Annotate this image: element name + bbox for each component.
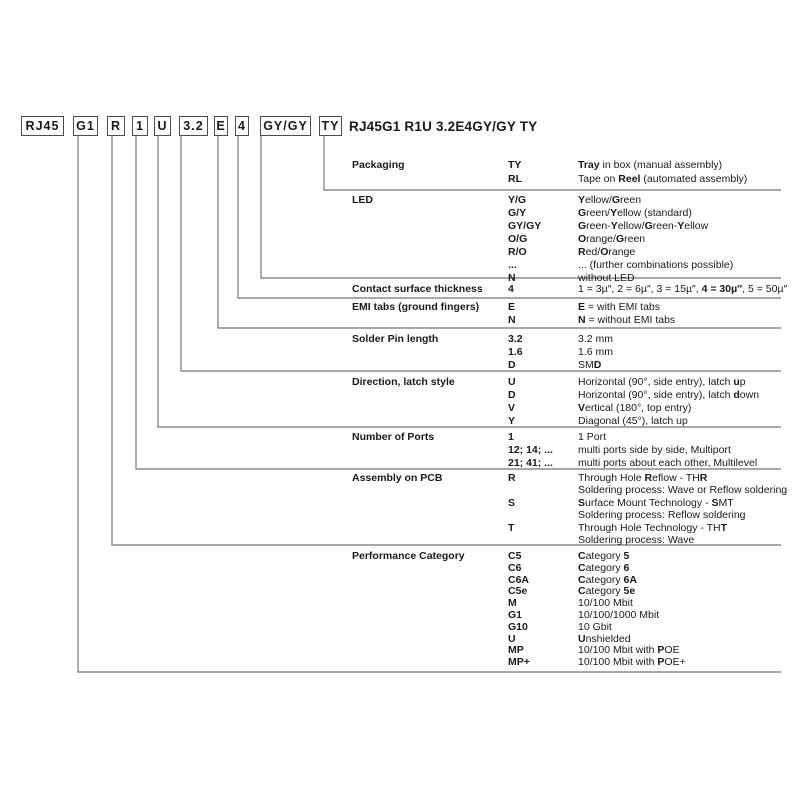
- table-row: [508, 657, 686, 668]
- row-description: Green-Yellow/Green-Yellow: [578, 220, 709, 232]
- row-description: Category 6: [578, 561, 630, 574]
- table-row: [508, 360, 601, 371]
- table-row: [508, 473, 707, 484]
- table-row: [508, 195, 641, 206]
- row-description: SMD: [578, 359, 602, 371]
- table-row: [508, 634, 631, 645]
- part-box-3-2: 3.2: [179, 116, 208, 136]
- row-description: Orange/Green: [578, 233, 646, 245]
- table-row: [508, 234, 645, 245]
- row-code: G/Y: [508, 207, 527, 219]
- section-label-emi-tabs-ground-fingers: EMI tabs (ground fingers): [352, 301, 480, 313]
- row-description: Category 5: [578, 550, 630, 562]
- row-code: R: [508, 472, 516, 484]
- row-description: Yellow/Green: [578, 194, 642, 206]
- row-description: 10 Gbit: [578, 620, 612, 633]
- row-code: 4: [508, 283, 514, 295]
- row-code: C6: [508, 561, 522, 574]
- row-code: G1: [508, 609, 523, 621]
- part-box-rj45: RJ45: [21, 116, 64, 136]
- section-label-direction-latch-style: Direction, latch style: [352, 376, 455, 388]
- table-row: [508, 377, 746, 388]
- row-description: Green/Yellow (standard): [578, 207, 692, 219]
- table-row: [508, 260, 733, 271]
- row-description: Red/Orange: [578, 246, 636, 258]
- row-description: 1.6 mm: [578, 346, 614, 358]
- part-box-r: R: [107, 116, 125, 136]
- section-label-number-of-ports: Number of Ports: [352, 431, 435, 443]
- row-description: E = with EMI tabs: [578, 301, 661, 313]
- table-row: [508, 284, 787, 295]
- row-description: Horizontal (90°, side entry), latch down: [578, 389, 760, 401]
- section-label-performance-category: Performance Category: [352, 550, 465, 562]
- table-row: [508, 347, 613, 358]
- row-description: Surface Mount Technology - SMT: [578, 496, 734, 509]
- part-box-4: 4: [235, 116, 249, 136]
- row-code: V: [508, 402, 516, 414]
- table-row: [508, 510, 746, 521]
- row-description: ... (further combinations possible): [578, 259, 734, 271]
- row-description: Horizontal (90°, side entry), latch up: [578, 376, 746, 388]
- row-description: 1 = 3µ″, 2 = 6µ″, 3 = 15µ″, 4 = 30µ″, 5 = 50µ″: [578, 283, 788, 295]
- row-code: 12; 14; ...: [508, 444, 553, 456]
- table-row: [508, 221, 708, 232]
- row-description: 10/100/1000 Mbit: [578, 609, 660, 621]
- row-code: 1.6: [508, 346, 523, 358]
- connector-line-solder-pin-length: [181, 136, 781, 371]
- row-description: Soldering process: Reflow soldering: [578, 509, 746, 522]
- row-code: U: [508, 632, 516, 645]
- table-row: [508, 302, 660, 313]
- row-code: 1: [508, 431, 514, 443]
- row-description: 10/100 Mbit: [578, 597, 633, 610]
- table-row: [508, 622, 612, 633]
- table-row: [508, 315, 675, 326]
- row-code: E: [508, 301, 516, 313]
- row-code: T: [508, 521, 515, 534]
- table-row: [508, 416, 688, 427]
- row-code: D: [508, 389, 516, 401]
- row-code: N: [508, 272, 516, 284]
- section-label-solder-pin-length: Solder Pin length: [352, 333, 439, 345]
- row-description: Through Hole Reflow - THR: [578, 472, 708, 484]
- table-row: [508, 498, 734, 509]
- table-row: [508, 586, 635, 597]
- row-code: MP+: [508, 656, 530, 669]
- row-code: R/O: [508, 246, 527, 258]
- row-code: 21; 41; ...: [508, 457, 553, 469]
- table-row: [508, 247, 635, 258]
- part-number-title: RJ45G1 R1U 3.2E4GY/GY TY: [349, 119, 538, 134]
- row-description: 10/100 Mbit with POE: [578, 644, 680, 657]
- table-row: [508, 403, 691, 414]
- row-code: S: [508, 496, 516, 509]
- table-row: [508, 485, 787, 496]
- table-row: [508, 575, 637, 586]
- section-label-packaging: Packaging: [352, 159, 405, 171]
- row-description: Category 6A: [578, 573, 637, 586]
- part-box-u: U: [154, 116, 171, 136]
- row-code: TY: [508, 159, 522, 171]
- table-row: [508, 645, 680, 656]
- table-row: [508, 174, 747, 185]
- table-row: [508, 523, 727, 534]
- row-code: C6A: [508, 573, 530, 586]
- part-box-g1: G1: [73, 116, 98, 136]
- part-box-1: 1: [132, 116, 148, 136]
- table-row: [508, 610, 659, 621]
- part-box-ty: TY: [319, 116, 342, 136]
- row-description: Category 5e: [578, 585, 636, 598]
- row-code: Y/G: [508, 194, 527, 206]
- row-description: Unshielded: [578, 632, 631, 645]
- table-row: [508, 334, 613, 345]
- table-row: [508, 445, 731, 456]
- table-row: [508, 563, 629, 574]
- row-description: N = without EMI tabs: [578, 314, 676, 326]
- row-code: G10: [508, 620, 528, 633]
- table-row: [508, 160, 722, 171]
- row-description: Tray in box (manual assembly): [578, 159, 723, 171]
- section-label-led: LED: [352, 194, 373, 206]
- row-code: U: [508, 376, 516, 388]
- part-box-e: E: [214, 116, 228, 136]
- row-code: MP: [508, 644, 524, 657]
- row-code: N: [508, 314, 516, 326]
- row-description: Through Hole Technology - THT: [578, 521, 728, 534]
- row-code: ...: [508, 259, 517, 271]
- row-description: 1 Port: [578, 431, 607, 443]
- section-label-contact-surface-thickness: Contact surface thickness: [352, 283, 483, 295]
- row-code: C5: [508, 550, 522, 562]
- table-row: [508, 551, 629, 562]
- table-row: [508, 458, 757, 469]
- row-code: O/G: [508, 233, 528, 245]
- table-row: [508, 208, 692, 219]
- row-code: 3.2: [508, 333, 523, 345]
- row-description: Soldering process: Wave or Reflow soldering: [578, 484, 788, 497]
- section-label-assembly-on-pcb: Assembly on PCB: [352, 472, 443, 484]
- row-description: multi ports about each other, Multilevel: [578, 457, 758, 469]
- row-code: GY/GY: [508, 220, 542, 232]
- row-description: Vertical (180°, top entry): [578, 402, 692, 414]
- part-box-gy-gy: GY/GY: [260, 116, 311, 136]
- table-row: [508, 598, 633, 609]
- table-row: [508, 432, 606, 443]
- table-row: [508, 390, 759, 401]
- row-description: Soldering process: Wave: [578, 534, 695, 546]
- row-code: D: [508, 359, 516, 371]
- row-description: multi ports side by side, Multiport: [578, 444, 731, 456]
- row-code: RL: [508, 172, 522, 185]
- row-code: Y: [508, 415, 516, 427]
- row-code: C5e: [508, 585, 528, 598]
- row-description: 3.2 mm: [578, 333, 614, 345]
- row-description: Diagonal (45°), latch up: [578, 415, 688, 427]
- row-code: M: [508, 597, 517, 610]
- table-row: [508, 535, 694, 546]
- row-description: 10/100 Mbit with POE+: [578, 656, 686, 669]
- row-description: Tape on Reel (automated assembly): [578, 172, 748, 185]
- row-description: without LED: [578, 272, 635, 284]
